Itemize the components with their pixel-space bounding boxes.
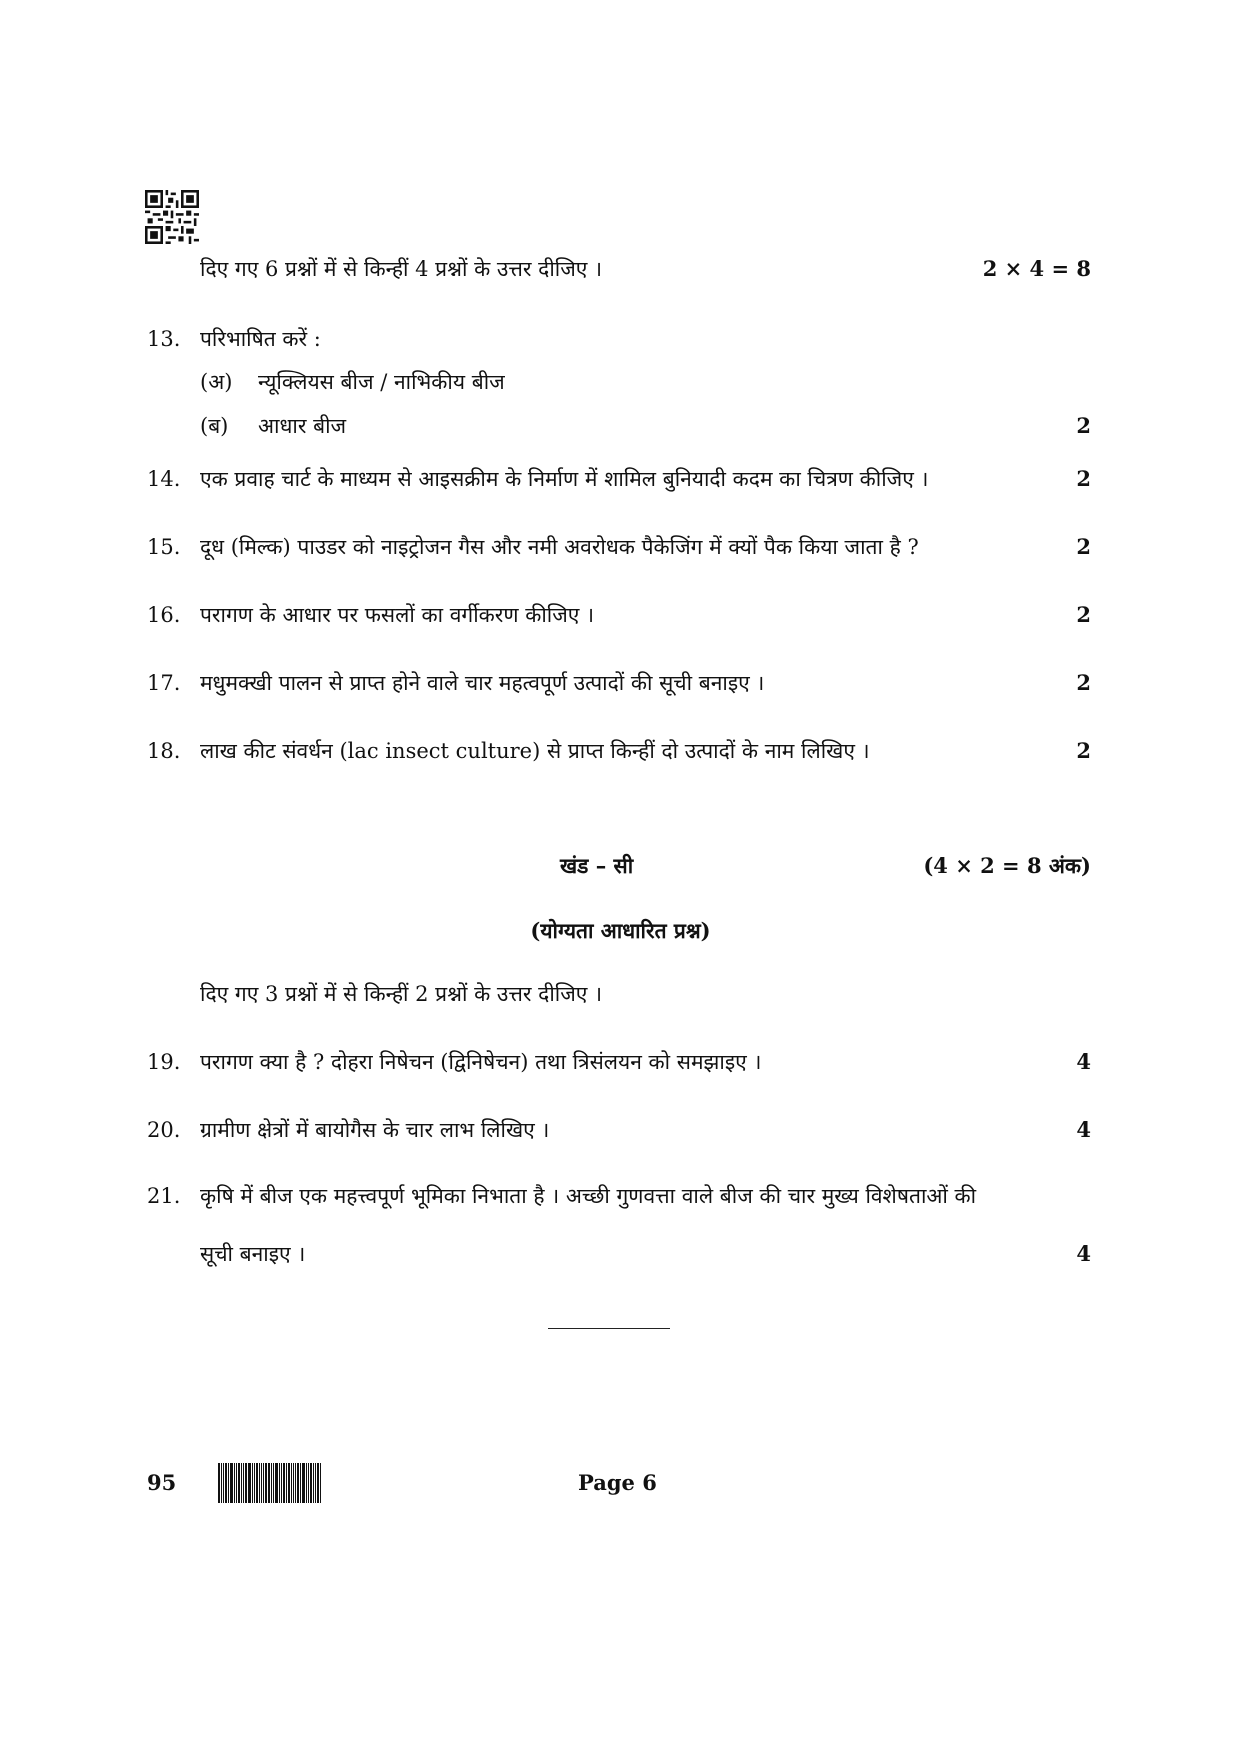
question-marks: 2 (1076, 602, 1091, 627)
section-c-title: खंड – सी (560, 853, 634, 878)
question-marks: 2 (1076, 534, 1091, 559)
question-number: 15. (147, 535, 181, 559)
question-text: परागण क्या है ? दोहरा निषेचन (द्विनिषेचन) तथा त्रिसंलयन को समझाइए । (200, 1050, 762, 1074)
question-number: 14. (147, 467, 181, 491)
section-b-instruction: दिए गए 6 प्रश्नों में से किन्हीं 4 प्रश्नों के उत्तर दीजिए । (200, 257, 603, 281)
section-c-instruction: दिए गए 3 प्रश्नों में से किन्हीं 2 प्रश्नों के उत्तर दीजिए । (200, 982, 603, 1006)
question-text: मधुमक्खी पालन से प्राप्त होने वाले चार महत्वपूर्ण उत्पादों की सूची बनाइए । (200, 671, 765, 695)
question-text: कृषि में बीज एक महत्त्वपूर्ण भूमिका निभाता है । अच्छी गुणवत्ता वाले बीज की चार मुख्य विशेषताओं की (200, 1184, 977, 1208)
question-number: 19. (147, 1050, 181, 1074)
question-number: 21. (147, 1184, 181, 1208)
question-part-text: न्यूक्लियस बीज / नाभिकीय बीज (258, 370, 505, 394)
question-marks: 2 (1076, 413, 1091, 438)
barcode (218, 1463, 350, 1503)
question-text-continued: सूची बनाइए । (200, 1242, 306, 1266)
paper-code: 95 (147, 1470, 177, 1495)
question-text: परागण के आधार पर फसलों का वर्गीकरण कीजिए । (200, 603, 595, 627)
question-text: परिभाषित करें : (200, 327, 321, 351)
section-c-subtitle: (योग्यता आधारित प्रश्न) (530, 918, 711, 943)
question-marks: 2 (1076, 670, 1091, 695)
question-text: दूध (मिल्क) पाउडर को नाइट्रोजन गैस और नमी अवरोधक पैकेजिंग में क्यों पैक किया जाता है ? (200, 535, 919, 559)
section-b-marks: 2 × 4 = 8 (982, 256, 1091, 281)
question-number: 17. (147, 671, 181, 695)
qr-code (145, 190, 199, 244)
question-part-label: (ब) (200, 414, 229, 438)
question-marks: 4 (1076, 1241, 1091, 1266)
question-number: 16. (147, 603, 181, 627)
page-number: Page 6 (578, 1470, 657, 1495)
question-text: लाख कीट संवर्धन (lac insect culture) से प्राप्त किन्हीं दो उत्पादों के नाम लिखिए । (200, 739, 870, 763)
question-number: 13. (147, 327, 181, 351)
question-marks: 4 (1076, 1049, 1091, 1074)
question-marks: 4 (1076, 1117, 1091, 1142)
question-part-label: (अ) (200, 370, 233, 394)
question-number: 20. (147, 1118, 181, 1142)
question-marks: 2 (1076, 466, 1091, 491)
question-text: ग्रामीण क्षेत्रों में बायोगैस के चार लाभ लिखिए । (200, 1118, 550, 1142)
question-number: 18. (147, 739, 181, 763)
question-marks: 2 (1076, 738, 1091, 763)
end-divider (548, 1328, 670, 1329)
question-text: एक प्रवाह चार्ट के माध्यम से आइसक्रीम के निर्माण में शामिल बुनियादी कदम का चित्रण कीजिए । (200, 467, 929, 491)
question-part-text: आधार बीज (258, 414, 347, 438)
section-c-marks: (4 × 2 = 8 अंक) (923, 853, 1091, 878)
